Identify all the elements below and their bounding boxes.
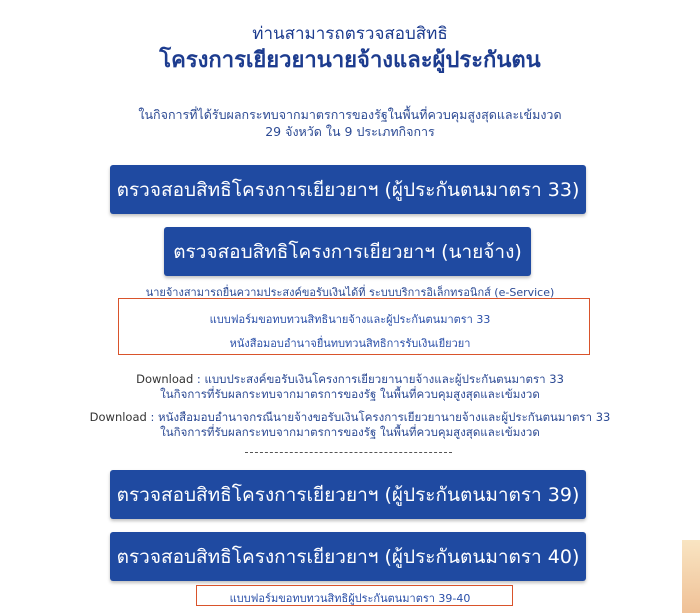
section-divider: [245, 452, 452, 453]
download-line-2: ในกิจการที่รับผลกระทบจากมาตรการของรัฐ ในพื้นที่ควบคุมสูงสุดและเข้มงวด: [160, 425, 540, 439]
eservice-note: นายจ้างสามารถยื่นความประสงค์ขอรับเงินได้ที่ ระบบบริการอิเล็กทรอนิกส์ (e-Service): [145, 286, 555, 299]
check-section39-button[interactable]: ตรวจสอบสิทธิโครงการเยียวยาฯ (ผู้ประกันตนมาตรา 39): [110, 470, 586, 519]
check-section33-button[interactable]: ตรวจสอบสิทธิโครงการเยียวยาฯ (ผู้ประกันตนมาตรา 33): [110, 165, 586, 214]
intro-text: [0, 106, 700, 140]
download-text: แบบประสงค์ขอรับเงินโครงการเยียวยานายจ้างและผู้ประกันตนมาตรา 33: [204, 372, 564, 386]
decorative-corner-image: [682, 540, 700, 613]
check-section40-button[interactable]: ตรวจสอบสิทธิโครงการเยียวยาฯ (ผู้ประกันตนมาตรา 40): [110, 532, 586, 581]
review-form-33-link[interactable]: แบบฟอร์มขอทบทวนสิทธินายจ้างและผู้ประกันตนมาตรา 33: [209, 313, 491, 326]
download-line-1: Download : หนังสือมอบอำนาจกรณีนายจ้างขอรับเงินโครงการเยียวยานายจ้างและผู้ประกันตนมาตรา 33: [89, 410, 611, 424]
download-label: Download: [89, 410, 147, 424]
intro-line-1: ในกิจการที่ได้รับผลกระทบจากมาตรการของรัฐในพื้นที่ควบคุมสูงสุดและเข้มงวด: [138, 107, 562, 122]
download-line-2: ในกิจการที่รับผลกระทบจากมาตรการของรัฐ ในพื้นที่ควบคุมสูงสุดและเข้มงวด: [160, 387, 540, 401]
check-employer-button[interactable]: ตรวจสอบสิทธิโครงการเยียวยาฯ (นายจ้าง): [164, 227, 531, 276]
download-item-2[interactable]: [0, 410, 700, 440]
download-item-1[interactable]: [0, 372, 700, 402]
download-line-1: Download : แบบประสงค์ขอรับเงินโครงการเยียวยานายจ้างและผู้ประกันตนมาตรา 33: [136, 372, 564, 386]
page-title: โครงการเยียวยานายจ้างและผู้ประกันตน: [159, 48, 541, 73]
download-text: หนังสือมอบอำนาจกรณีนายจ้างขอรับเงินโครงการเยียวยานายจ้างและผู้ประกันตนมาตรา 33: [158, 410, 611, 424]
review-form-39-40-link[interactable]: แบบฟอร์มขอทบทวนสิทธิผู้ประกันตนมาตรา 39-40: [229, 592, 471, 605]
download-label: Download: [136, 372, 194, 386]
intro-line-2: 29 จังหวัด ใน 9 ประเภทกิจการ: [265, 124, 435, 139]
authorization-letter-link[interactable]: หนังสือมอบอำนาจยื่นทบทวนสิทธิการรับเงินเยียวยา: [229, 337, 471, 350]
header-subtitle: ท่านสามารถตรวจสอบสิทธิ: [252, 24, 448, 44]
